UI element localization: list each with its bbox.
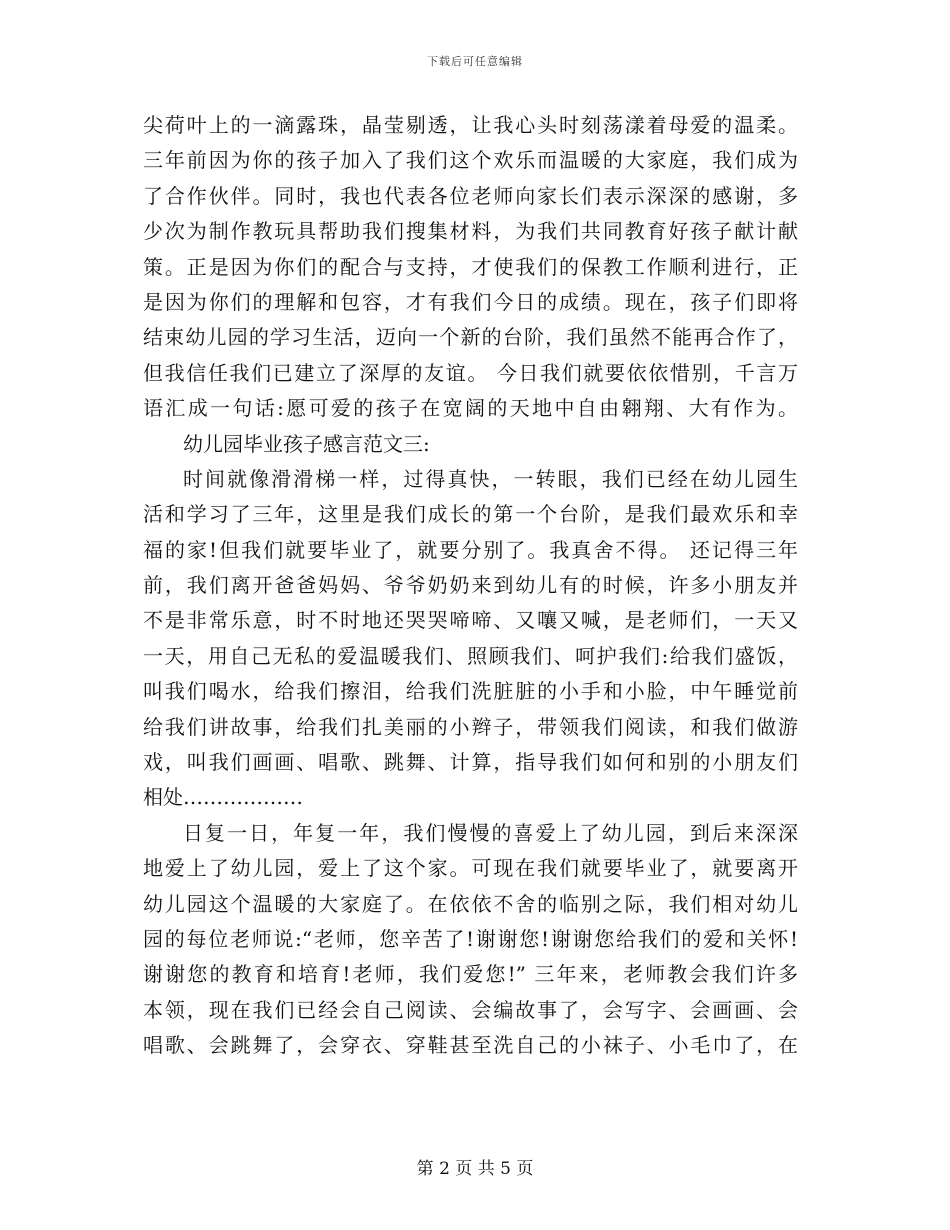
- document-body: [143, 108, 798, 1064]
- text-line: 少次为制作教玩具帮助我们搜集材料，为我们共同教育好孩子献计献: [143, 219, 798, 244]
- text-line: 幼儿园这个温暖的大家庭了。在依依不舍的临别之际，我们相对幼儿: [143, 891, 798, 916]
- text-line: 时间就像滑滑梯一样，过得真快，一转眼，我们已经在幼儿园生: [183, 466, 798, 491]
- text-line: 不是非常乐意，时不时地还哭哭啼啼、又嚷又喊，是老师们，一天又: [143, 608, 798, 633]
- text-line: 结束幼儿园的学习生活，迈向一个新的台阶，我们虽然不能再合作了，: [143, 325, 798, 350]
- page-number: 第 2 页 共 5 页: [416, 1159, 534, 1179]
- text-line: 叫我们喝水，给我们擦泪，给我们洗脏脏的小手和小脸，中午睡觉前: [143, 679, 798, 704]
- text-line: 福的家!但我们就要毕业了，就要分别了。我真舍不得。 还记得三年: [143, 537, 798, 562]
- text-line: 唱歌、会跳舞了，会穿衣、穿鞋甚至洗自己的小袜子、小毛巾了，在: [143, 1033, 798, 1058]
- text-line: 相处………………: [143, 785, 303, 810]
- page-header-note: 下载后可任意编辑: [427, 55, 523, 68]
- text-line: 给我们讲故事，给我们扎美丽的小辫子，带领我们阅读，和我们做游: [143, 714, 798, 739]
- text-line: 策。正是因为你们的配合与支持，才使我们的保教工作顺利进行，正: [143, 254, 798, 279]
- text-line: 但我信任我们已建立了深厚的友谊。 今日我们就要依依惜别，千言万: [143, 360, 798, 385]
- text-line: 活和学习了三年，这里是我们成长的第一个台阶，是我们最欢乐和幸: [143, 502, 798, 527]
- section-heading: 幼儿园毕业孩子感言范文三:: [183, 431, 430, 456]
- text-line: 园的每位老师说:“老师，您辛苦了!谢谢您!谢谢您给我们的爱和关怀!: [143, 926, 798, 951]
- text-line: 地爱上了幼儿园，爱上了这个家。可现在我们就要毕业了，就要离开: [143, 856, 798, 881]
- text-line: 本领，现在我们已经会自己阅读、会编故事了，会写字、会画画、会: [143, 997, 798, 1022]
- text-line: 谢谢您的教育和培育!老师，我们爱您!” 三年来，老师教会我们许多: [143, 962, 798, 987]
- text-line: 三年前因为你的孩子加入了我们这个欢乐而温暖的大家庭，我们成为: [143, 148, 798, 173]
- text-line: 日复一日，年复一年，我们慢慢的喜爱上了幼儿园，到后来深深: [183, 820, 798, 845]
- text-line: 尖荷叶上的一滴露珠，晶莹剔透，让我心头时刻荡漾着母爱的温柔。: [143, 113, 798, 137]
- text-line: 是因为你们的理解和包容，才有我们今日的成绩。现在，孩子们即将: [143, 289, 798, 314]
- text-line: 了合作伙伴。同时，我也代表各位老师向家长们表示深深的感谢，多: [143, 183, 798, 208]
- text-line: 一天，用自己无私的爱温暖我们、照顾我们、呵护我们:给我们盛饭，: [143, 643, 798, 668]
- text-line: 戏，叫我们画画、唱歌、跳舞、计算，指导我们如何和别的小朋友们: [143, 750, 798, 775]
- text-line: 前，我们离开爸爸妈妈、爷爷奶奶来到幼儿有的时候，许多小朋友并: [143, 573, 798, 598]
- text-line: 语汇成一句话:愿可爱的孩子在宽阔的天地中自由翱翔、大有作为。: [143, 396, 798, 421]
